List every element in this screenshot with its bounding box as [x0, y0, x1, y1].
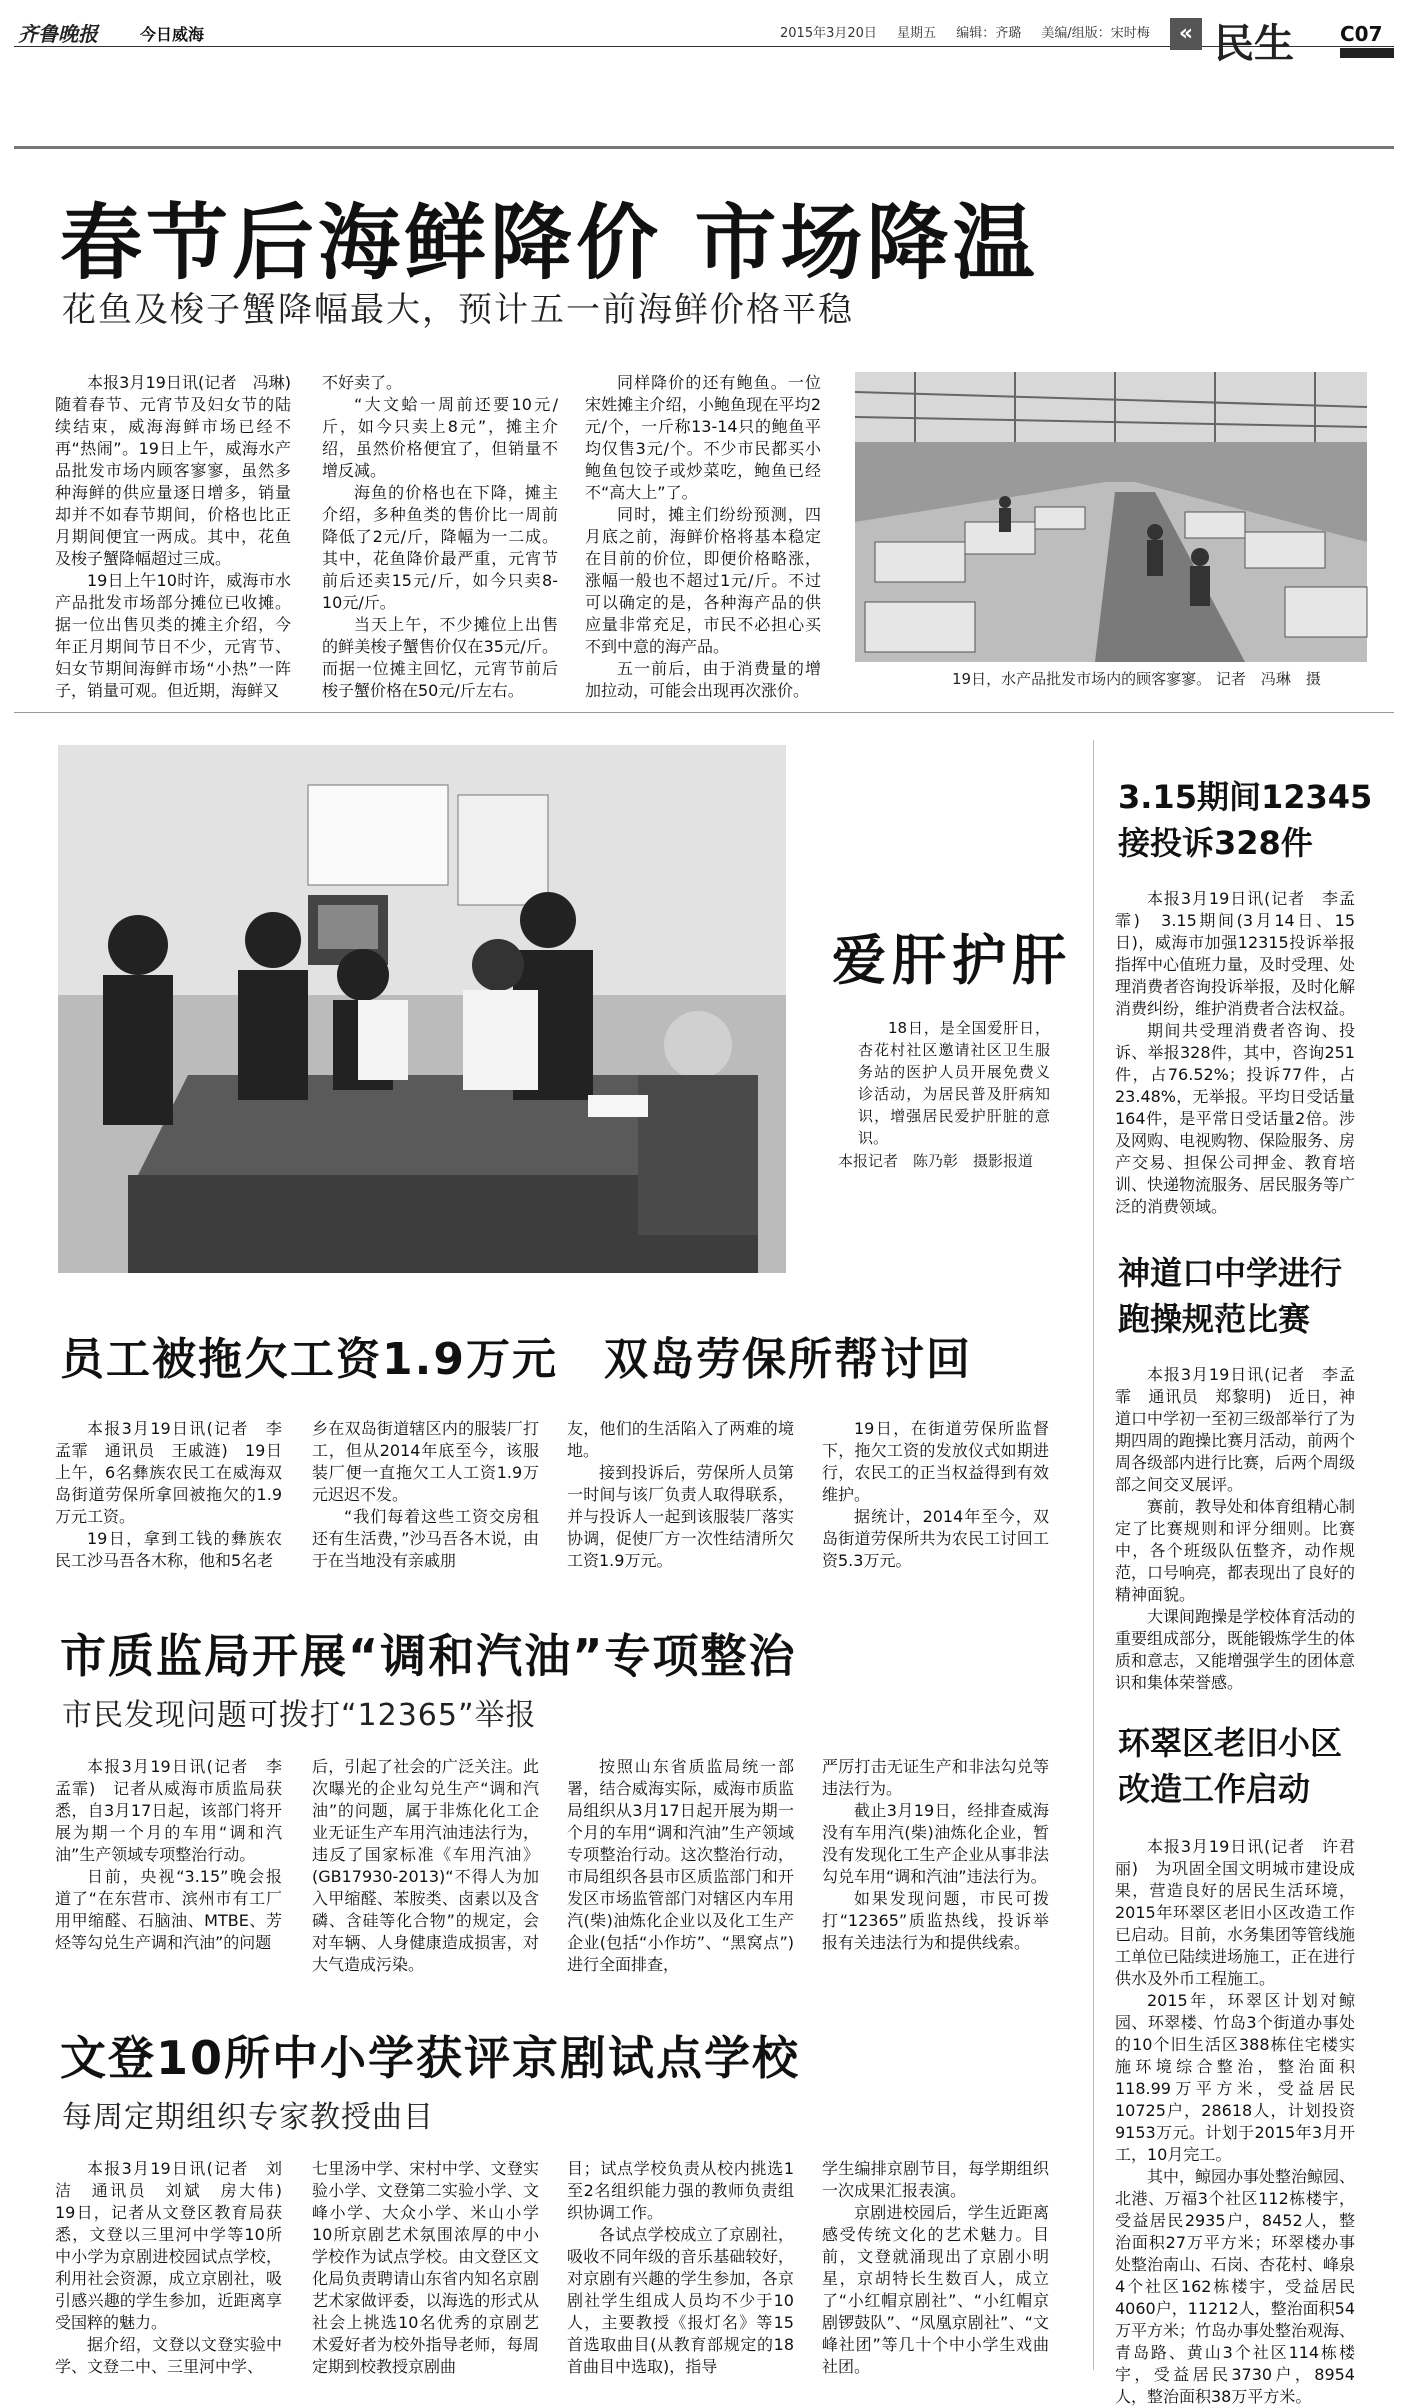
headline-line: 环翠区老旧小区: [1118, 1724, 1343, 1762]
issue-date: 2015年3月20日: [780, 26, 877, 41]
wage-headline: 员工被拖欠工资1.9万元 双岛劳保所帮讨回: [60, 1334, 972, 1385]
paragraph: 期间共受理消费者咨询、投诉、举报328件，其中，咨询251件，占76.52%；投诉77件，占23.48%，无举报。平均日受话量164件，是平常日受话量2倍。涉及网购、电视购物、保险服务、房产交易、担保公司押金、教育培训、快递物流服务、居民服务等广泛的消费领域。: [1115, 1021, 1356, 1216]
page-number: C07: [1340, 22, 1383, 46]
paragraph: 2015年，环翠区计划对鲸园、环翠楼、竹岛3个街道办事处的10个旧生活区388栋住宅楼实施环境综合整治，整治面积118.99万平方米，受益居民10725户，28618人，计划投资9153万元。计划于2015年3月开工，10月完工。: [1115, 1991, 1355, 2164]
lead-column-2: [322, 372, 558, 700]
paragraph: 本报3月19日讯(记者 李孟霏 通讯员 郑黎明) 近日，神道口中学初一至初三级部举行了为期四周的跑操比赛月活动，前两个周各级部内进行比赛，后两个周级部之间交叉展评。: [1115, 1365, 1356, 1494]
headline-line: 跑操规范比赛: [1118, 1300, 1311, 1338]
opera-column-3: [567, 2158, 794, 2378]
renovation-headline: [1118, 1720, 1342, 1812]
paragraph: 赛前，教导处和体育组精心制定了比赛规则和评分细则。比赛中，各个班级队伍整齐，动作规范，口号响亮，都表现出了良好的精神面貌。: [1115, 1497, 1356, 1604]
opera-column-4: [822, 2158, 1049, 2378]
paragraph: 本报3月19日讯(记者 李孟霏) 记者从威海市质监局获悉，自3月17日起，该部门将开展为期一个月的车用“调和汽油”生产领域专项整治行动。: [55, 1757, 282, 1864]
paragraph: 按照山东省质监局统一部署，结合威海实际，威海市质监局组织从3月17日起开展为期一个月的车用“调和汽油”生产领域专项整治行动。这次整治行动，市局组织各县市区质监部门和开发区市场监管部门对辖区内车用汽(柴)油炼化企业以及化工生产企业(包括“小作坊”、“黑窝点”)进行全面排查，: [567, 1757, 794, 1974]
paragraph: 当天上午，不少摊位上出售的鲜美梭子蟹售价仅在35元/斤。而据一位摊主回忆，元宵节前后梭子蟹价格在50元/斤左右。: [322, 615, 558, 700]
paragraph: “我们每着这些工资交房租还有生活费，”沙马吾各木说，由于在当地没有亲戚朋: [312, 1507, 539, 1570]
wage-column-1: [55, 1418, 282, 1570]
opera-headline: 文登10所中小学获评京剧试点学校: [60, 2031, 801, 2085]
oil-column-2: [312, 1756, 539, 1974]
paragraph: 据统计，2014年至今，双岛街道劳保所共为农民工讨回工资5.3万元。: [822, 1507, 1049, 1570]
page-number-bar: [1340, 48, 1394, 58]
opera-subheadline: 每周定期组织专家教授曲目: [62, 2100, 434, 2135]
column-name: 民生: [1214, 21, 1294, 67]
wage-column-3: [567, 1418, 794, 1570]
lead-column-3: [585, 372, 821, 700]
market-scene-illustration: [855, 372, 1367, 662]
paragraph: 后，引起了社会的广泛关注。此次曝光的企业勾兑生产“调和汽油”的问题，属于非炼化化工企业无证生产车用汽油违法行为，违反了国家标准《车用汽油》(GB17930-2013)“不得人为加入甲缩醛、苯胺类、卤素以及含磷、含硅等化合物”的规定，会对车辆、人身健康造成损害，对大气造成污染。: [312, 1757, 539, 1974]
paragraph: “大文蛤一周前还要10元/斤，如今只卖上8元”，摊主介绍，虽然价格便宜了，但销量不增反减。: [322, 395, 558, 480]
opera-column-1: [55, 2158, 299, 2378]
top-divider: [14, 146, 1394, 149]
paragraph: 严厉打击无证生产和非法勾兑等违法行为。: [822, 1757, 1049, 1798]
running-body: [1115, 1364, 1356, 1692]
oil-headline: 市质监局开展“调和汽油”专项整治: [60, 1629, 797, 1683]
liver-body: [858, 1017, 1050, 1147]
headline-line: 神道口中学进行: [1118, 1254, 1343, 1292]
sidebar-divider: [1093, 740, 1094, 2370]
headline-line: 接投诉328件: [1118, 824, 1313, 862]
paragraph: 同时，摊主们纷纷预测，四月底之前，海鲜价格将基本稳定在目前的价位，即便价格略涨，涨幅一般也不超过1元/斤。不过可以确定的是，各种海产品的供应量非常充足，市民不必担心买不到中意的海产品。: [585, 505, 821, 656]
complaint-body: [1115, 888, 1355, 1218]
headline-line: 改造工作启动: [1118, 1770, 1311, 1808]
paragraph: 本报3月19日讯(记者 李孟霏) 3.15期间(3月14日、15日)，威海市加强12315投诉举报指挥中心值班力量，及时受理、处理消费者咨询投诉举报，及时化解消费纠纷，维护消费者合法权益。: [1115, 889, 1356, 1018]
paragraph: 接到投诉后，劳保所人员第一时间与该厂负责人取得联系，并与投诉人一起到该服装厂落实协调，促使厂方一次性结清所欠工资1.9万元。: [567, 1463, 794, 1570]
lead-headline: 春节后海鲜降价 市场降温: [60, 196, 1039, 291]
section-name: 今日威海: [140, 25, 205, 44]
paragraph: 据介绍，文登以文登实验中学、文登二中、三里河中学、: [55, 2335, 282, 2376]
paragraph: 不好卖了。: [322, 373, 403, 392]
paragraph: 学生编排京剧节目，每学期组织一次成果汇报表演。: [822, 2159, 1049, 2200]
clinic-photo: [58, 745, 786, 1273]
clinic-scene-illustration: [58, 745, 786, 1273]
paragraph: 19日，拿到工钱的彝族农民工沙马吾各木称，他和5名老: [55, 1529, 282, 1570]
oil-column-3: [567, 1756, 794, 1974]
market-photo-caption: 19日，水产品批发市场内的顾客寥寥。 记者 冯琳 摄: [952, 670, 1321, 688]
running-headline: [1118, 1250, 1342, 1342]
paragraph: 如果发现问题，市民可拨打“12365”质监热线，投诉举报有关违法行为和提供线索。: [822, 1889, 1049, 1952]
paragraph: 乡在双岛街道辖区内的服装厂打工，但从2014年底至今，该服装厂便一直拖欠工人工资1.9万元迟迟不发。: [312, 1419, 539, 1504]
paragraph: 19日，在街道劳保所监督下，拖欠工资的发放仪式如期进行，农民工的正当权益得到有效维护。: [822, 1419, 1049, 1504]
paragraph: 本报3月19日讯(记者 李孟霏 通讯员 王戚涟) 19日上午，6名彝族农民工在威海双岛街道劳保所拿回被拖欠的1.9万元工资。: [55, 1419, 282, 1526]
newspaper-logo: 齐鲁晚报: [18, 22, 98, 46]
paragraph: 同样降价的还有鲍鱼。一位宋姓摊主介绍，小鲍鱼现在平均2元/个，一斤称13-14只的鲍鱼平均仅售3元/个。不少市民都买小鲍鱼包饺子或炒菜吃，鲍鱼已经不“高大上”了。: [585, 373, 821, 502]
paragraph: 其中，鲸园办事处整治鲸园、北港、万福3个社区112栋楼宇，受益居民2935户，8452人，整治面积27万平方米；环翠楼办事处整治南山、石岗、杏花村、峰泉4个社区162栋楼宇，受益居民4060户，11212人，整治面积54万平方米；竹岛办事处整治观海、青岛路、黄山3个社区114栋楼宇，受益居民3730户，8954人，整治面积38万平方米。: [1115, 2167, 1356, 2406]
paragraph: 本报3月19日讯(记者 刘洁 通讯员 刘斌 房大伟) 19日，记者从文登区教育局获悉，文登以三里河中学等10所中小学为京剧进校园试点学校，利用社会资源，成立京剧社，吸引感兴趣的学生参加，近距离享受国粹的魅力。: [55, 2159, 299, 2332]
paragraph: 18日，是全国爱肝日，杏花村社区邀请社区卫生服务站的医护人员开展免费义诊活动，为居民普及肝病知识，增强居民爱护肝脏的意识。: [858, 1019, 1050, 1147]
paragraph: 五一前后，由于消费量的增加拉动，可能会出现再次涨价。: [585, 659, 821, 700]
opera-column-2: [312, 2158, 539, 2378]
wage-column-2: [312, 1418, 539, 1570]
paragraph: 各试点学校成立了京剧社，吸收不同年级的音乐基础较好，对京剧有兴趣的学生参加，各京剧社学生组成人员均不少于10人，主要教授《报灯名》等15首选取曲目(从教育部规定的18首曲目中选取)，指导: [567, 2225, 794, 2376]
wage-column-4: [822, 1418, 1049, 1570]
complaint-headline: [1118, 774, 1372, 866]
oil-column-1: [55, 1756, 282, 1954]
paragraph: 本报3月19日讯(记者 许君丽) 为巩固全国文明城市建设成果，营造良好的居民生活环境，2015年环翠区老旧小区改造工作已启动。目前，水务集团等管线施工单位已陆续进场施工，正在进行供水及外币工程施工。: [1115, 1837, 1356, 1988]
designer-credit: 美编/组版：宋时梅: [1041, 26, 1150, 41]
paragraph: 本报3月19日讯(记者 冯琳) 随着春节、元宵节及妇女节的陆续结束，威海海鲜市场已经不再“热闹”。19日上午，威海水产品批发市场内顾客寥寥，虽然多种海鲜的供应量逐日增多，销量却并不如春节期间，价格也比正月期间便宜一两成。其中，花鱼及梭子蟹降幅超过三成。: [55, 373, 308, 568]
renovation-body: [1115, 1836, 1356, 2406]
paragraph: 目；试点学校负责从校内挑选1至2名组织能力强的教师负责组织协调工作。: [567, 2159, 794, 2222]
paragraph: 19日上午10时许，威海市水产品批发市场部分摊位已收摊。据一位出售贝类的摊主介绍，今年正月期间节日不少，元宵节、妇女节期间海鲜市场“小热”一阵子，销量可观。但近期，海鲜又: [55, 571, 291, 700]
lead-subheadline: 花鱼及梭子蟹降幅最大，预计五一前海鲜价格平稳: [62, 290, 854, 330]
paragraph: 日前，央视“3.15”晚会报道了“在东营市、滨州市有工厂用甲缩醛、石脑油、MTBE、芳烃等勾兑生产调和汽油”的问题: [55, 1867, 282, 1952]
paragraph: 友，他们的生活陷入了两难的境地。: [567, 1419, 794, 1460]
section-divider: [14, 712, 1394, 713]
oil-subheadline: 市民发现问题可拨打“12365”举报: [62, 1698, 537, 1733]
headline-line: 3.15期间12345: [1118, 778, 1373, 816]
issue-weekday: 星期五: [897, 26, 937, 41]
market-photo: [855, 372, 1367, 662]
oil-column-4: [822, 1756, 1049, 1954]
liver-credit: 本报记者 陈乃彰 摄影报道: [838, 1152, 1034, 1170]
double-chevron-icon: «: [1170, 18, 1202, 50]
editor-credit: 编辑：齐璐: [956, 26, 1022, 41]
paragraph: 截止3月19日，经排查威海没有车用汽(柴)油炼化企业，暂没有发现化工生产企业从事非法勾兑车用“调和汽油”违法行为。: [822, 1801, 1049, 1886]
lead-column-1: [55, 372, 308, 700]
liver-headline: 爱肝护肝: [832, 929, 1072, 992]
paragraph: 海鱼的价格也在下降，摊主介绍，多种鱼类的售价比一周前降低了2元/斤，降幅为一二成。其中，花鱼降价最严重，元宵节前后还卖15元/斤，如今只卖8-10元/斤。: [322, 483, 558, 612]
paragraph: 大课间跑操是学校体育活动的重要组成部分，既能锻炼学生的体质和意志，又能增强学生的团体意识和集体荣誉感。: [1115, 1607, 1356, 1692]
paragraph: 京剧进校园后，学生近距离感受传统文化的艺术魅力。目前，文登就涌现出了京剧小明星，京胡特长生数百人，成立了“小红帽京剧社”、“小红帽京剧锣鼓队”、“凤凰京剧社”、“文峰社团”等几十个中小学生戏曲社团。: [822, 2203, 1049, 2376]
paragraph: 七里汤中学、宋村中学、文登实验小学、文登第二实验小学、文峰小学、大众小学、米山小学10所京剧艺术氛围浓厚的中小学校作为试点学校。由文登区文化局负责聘请山东省内知名京剧艺术家做评委，以海选的形式从社会上挑选10名优秀的京剧艺术爱好者为校外指导老师，每周定期到校教授京剧曲: [312, 2159, 539, 2376]
column-badge: [1170, 8, 1330, 66]
